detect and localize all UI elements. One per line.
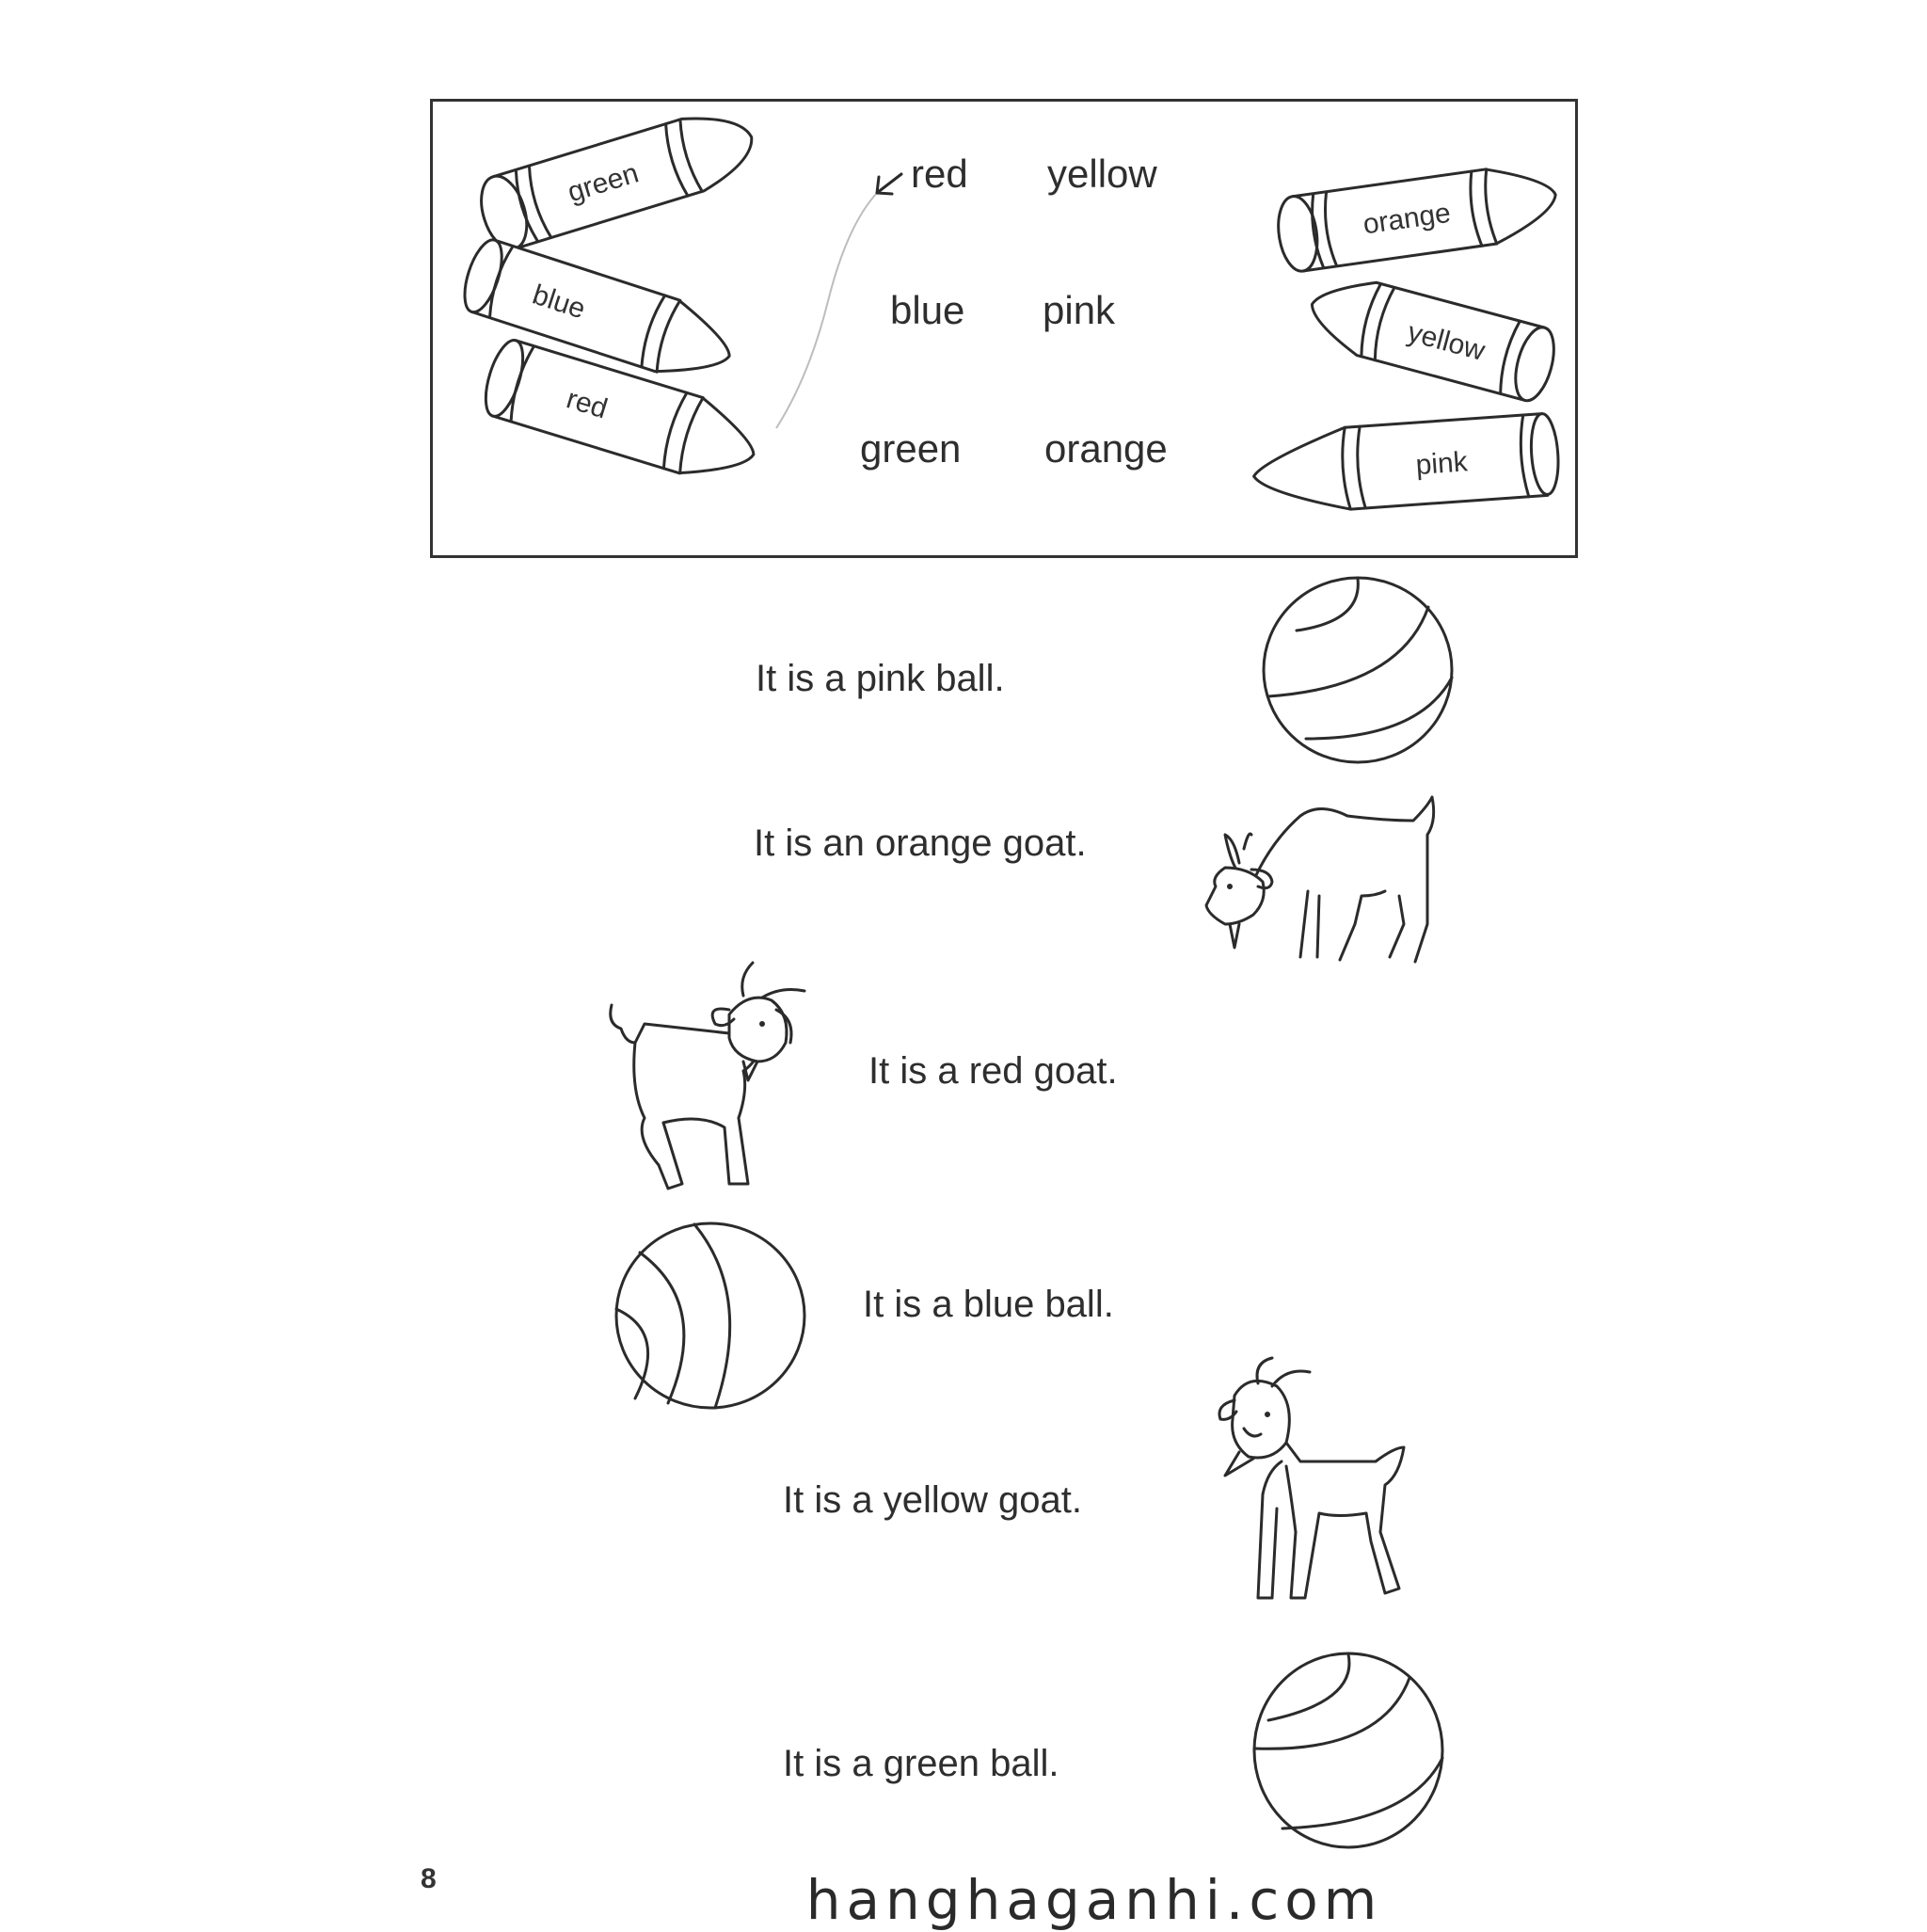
arrow-icon — [877, 174, 901, 194]
word-pink[interactable]: pink — [1043, 288, 1116, 332]
svg-text:pink: pink — [1414, 446, 1469, 482]
word-red[interactable]: red — [911, 152, 968, 196]
sentence-1: It is a pink ball. — [756, 658, 1005, 699]
svg-text:yellow: yellow — [1404, 316, 1489, 367]
goat-standing-icon[interactable] — [1216, 1353, 1423, 1617]
svg-text:green: green — [564, 157, 643, 209]
crayon-orange-icon[interactable] — [1270, 155, 1571, 278]
word-green[interactable]: green — [860, 426, 962, 471]
ball-icon[interactable] — [1250, 1650, 1447, 1852]
word-blue[interactable]: blue — [890, 288, 965, 332]
svg-text:blue: blue — [528, 279, 590, 326]
watermark: hanghaganhi.com — [805, 1868, 1383, 1932]
goat-standing-icon[interactable] — [607, 958, 837, 1193]
sentence-3: It is a red goat. — [868, 1050, 1118, 1092]
crayon-pink-icon[interactable] — [1244, 409, 1564, 518]
svg-text:orange: orange — [1361, 197, 1453, 241]
word-yellow[interactable]: yellow — [1047, 152, 1157, 196]
page-number: 8 — [421, 1863, 437, 1894]
word-orange[interactable]: orange — [1044, 426, 1168, 471]
sentence-5: It is a yellow goat. — [783, 1479, 1082, 1521]
svg-text:red: red — [563, 383, 612, 425]
sentence-6: It is a green ball. — [783, 1743, 1059, 1784]
crayon-red-icon[interactable] — [472, 350, 783, 482]
sentence-4: It is a blue ball. — [863, 1284, 1114, 1325]
ball-icon[interactable] — [612, 1220, 809, 1413]
goat-grazing-icon[interactable] — [1197, 792, 1446, 976]
ball-icon[interactable] — [1259, 574, 1457, 767]
sentence-2: It is an orange goat. — [754, 822, 1087, 864]
crayon-green-icon[interactable] — [470, 111, 772, 243]
crayon-yellow-icon[interactable] — [1298, 273, 1562, 400]
